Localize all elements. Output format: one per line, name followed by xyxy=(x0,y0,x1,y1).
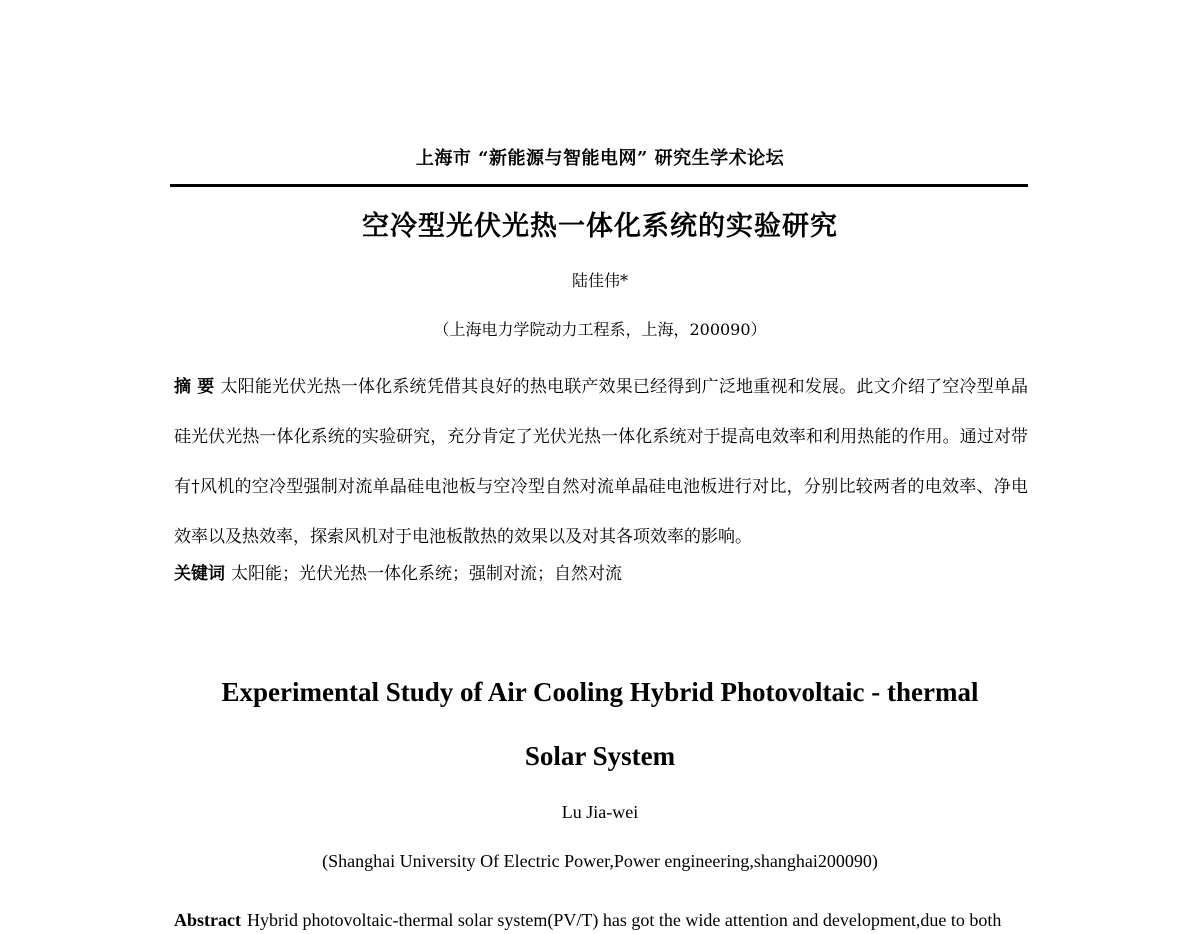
chinese-title: 空冷型光伏光热一体化系统的实验研究 xyxy=(362,211,838,242)
english-author: Lu Jia-wei xyxy=(561,802,639,822)
english-title xyxy=(150,660,1050,788)
chinese-keywords-label: 关键词 xyxy=(174,564,225,584)
english-abstract-label: Abstract xyxy=(174,910,241,930)
english-title-line-1: Experimental Study of Air Cooling Hybrid Photovoltaic - thermal xyxy=(221,677,979,707)
chinese-abstract xyxy=(174,362,1028,562)
forum-header: 上海市 “新能源与智能电网” 研究生学术论坛 xyxy=(415,148,785,169)
english-abstract xyxy=(174,906,1034,934)
english-abstract-text: Hybrid photovoltaic-thermal solar system(PV/T) has got the wide attention and development,due to both xyxy=(246,910,1002,930)
english-title-line-2: Solar System xyxy=(524,741,676,771)
english-affiliation: (Shanghai University Of Electric Power,Power engineering,shanghai200090) xyxy=(322,851,878,871)
chinese-keywords xyxy=(174,560,1028,588)
header-rule xyxy=(170,184,1028,187)
chinese-author: 陆佳伟* xyxy=(571,271,628,290)
chinese-keywords-text: 太阳能；光伏光热一体化系统；强制对流；自然对流 xyxy=(231,564,622,584)
chinese-abstract-label: 摘 要 xyxy=(174,377,215,397)
chinese-affiliation: （上海电力学院动力工程系，上海，200090） xyxy=(433,320,767,339)
chinese-abstract-text: 太阳能光伏光热一体化系统凭借其良好的热电联产效果已经得到广泛地重视和发展。此文介绍了空冷型单晶硅光伏光热一体化系统的实验研究，充分肯定了光伏光热一体化系统对于提高电效率和利用热能的作用。通过对带有†风机的空冷型强制对流单晶硅电池板与空冷型自然对流单晶硅电池板进行对比，分别比较两者的电效率、净电效率以及热效率，探索风机对于电池板散热的效果以及对其各项效率的影响。 xyxy=(174,377,1029,547)
